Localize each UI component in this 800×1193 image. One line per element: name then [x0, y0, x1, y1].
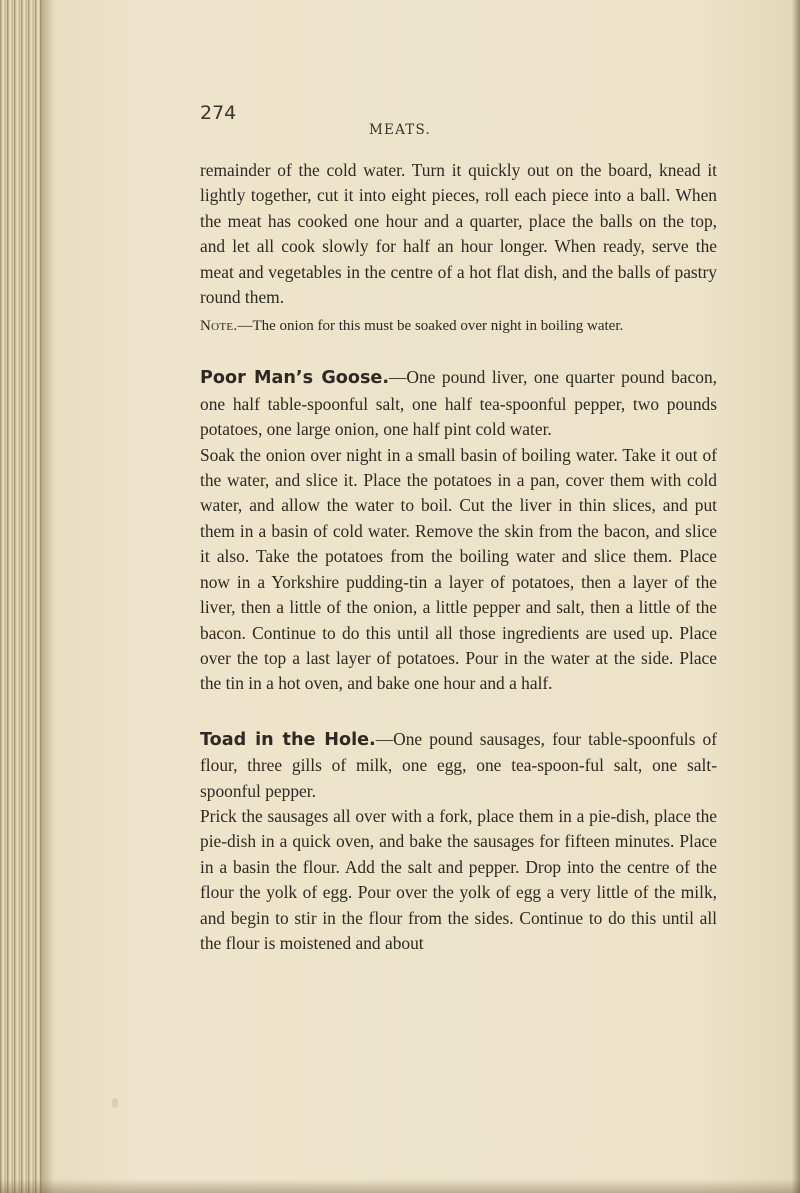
recipe-toad-in-the-hole-method: Prick the sausages all over with a fork, place them in a pie-dish, place the pie-dish in a quick oven, and bake the sausages for fifteen minutes. Place in a basin the flour. Add the salt and pepper. Drop into the centre of the flour the yolk of egg. Pour over the yolk of egg a very little of the milk, and begin to stir in the flour from the sides. Continue to do this until all the flour is moistened and about [200, 805, 717, 953]
note-label: Note. [200, 318, 238, 335]
paper-stain [112, 1098, 118, 1108]
recipe-title-toad-in-the-hole: Toad in the Hole. [200, 729, 376, 750]
page-number: 274 [200, 102, 237, 124]
recipe-ingredients-text: —One pound liver, one quarter pound bacon, one half table-spoonful salt, one half tea-spoonful pepper, two pounds potatoes, one large onion, one half pint cold water. [200, 367, 717, 440]
recipe-poor-mans-goose-ingredients [200, 365, 717, 442]
recipe-ingredients-text: —One pound sausages, four table-spoonfuls of flour, three gills of milk, one egg, one tea-spoon-ful salt, one salt-spoonful pepper. [200, 728, 717, 801]
page-text [200, 158, 717, 956]
page-bottom-edge [0, 1179, 800, 1193]
continuation-paragraph: remainder of the cold water. Turn it quickly out on the board, knead it lightly together, cut it into eight pieces, roll each piece into a ball. When the meat has cooked one hour and a quarter, place the balls on the top, and let all cook slowly for half an hour longer. When ready, serve the meat and vegetables in the centre of a hot flat dish, and the balls of pastry round them. [200, 160, 717, 308]
recipe-title-poor-mans-goose: Poor Man’s Goose. [200, 368, 390, 389]
book-spine [0, 0, 42, 1193]
page-edge [792, 0, 800, 1193]
gutter-shadow [40, 0, 54, 1193]
note-paragraph [200, 316, 717, 337]
running-head: MEATS. [369, 122, 431, 138]
note-text: —The onion for this must be soaked over night in boiling water. [237, 318, 624, 335]
recipe-toad-in-the-hole-ingredients [200, 727, 717, 804]
recipe-poor-mans-goose-method: Soak the onion over night in a small basin of boiling water. Take it out of the water, and slice it. Place the potatoes in a pan, cover them with cold water, and allow the water to boil. Cut the liver in thin slices, and put them in a basin of cold water. Remove the skin from the bacon, and slice it also. Take the potatoes from the boiling water and slice them. Place now in a Yorkshire pudding-tin a layer of potatoes, then a layer of the liver, then a little of the onion, a little pepper and salt, then a little of the bacon. Continue to do this until all those ingredients are used up. Place over the top a last layer of potatoes. Pour in the water at the side. Place the tin in a hot oven, and bake one hour and a half. [200, 444, 717, 694]
